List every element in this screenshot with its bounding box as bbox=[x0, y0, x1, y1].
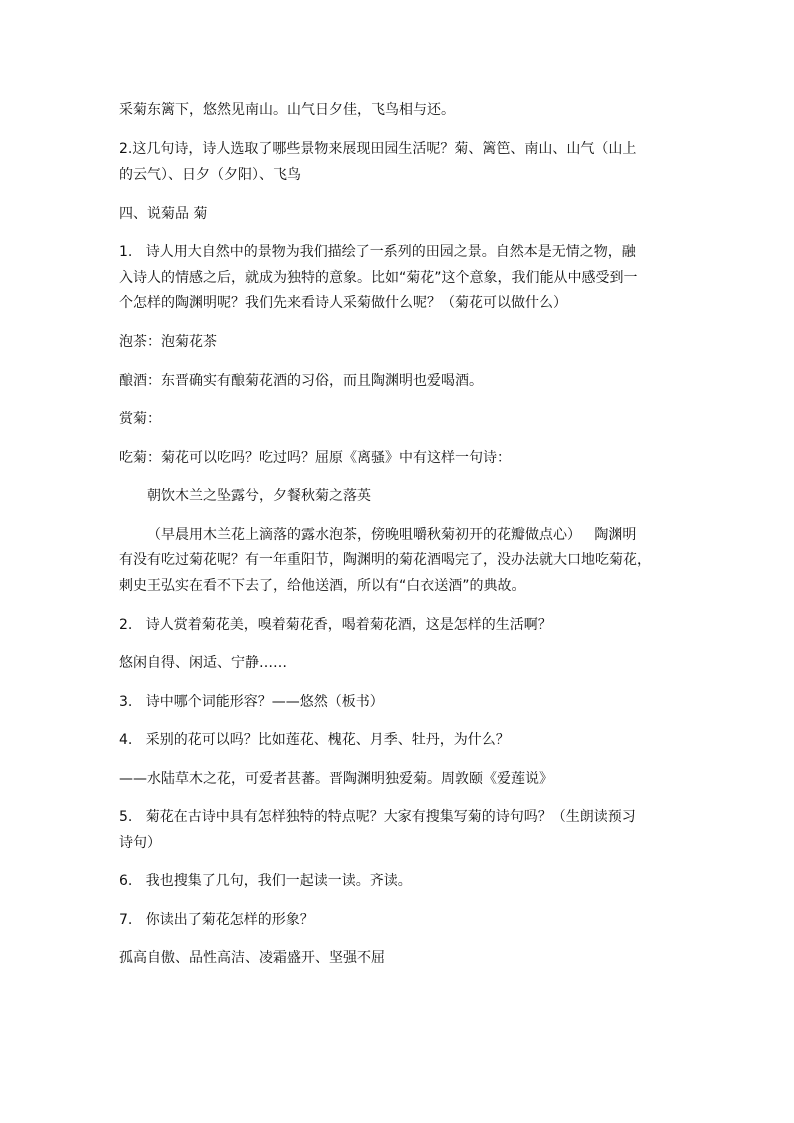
eat-line: 吃菊：菊花可以吃吗？吃过吗？屈原《离骚》中有这样一句诗： bbox=[119, 450, 511, 466]
poem-line: 采菊东篱下，悠然见南山。山气日夕佳，飞鸟相与还。 bbox=[119, 102, 455, 118]
explanation-line-3: 刺史王弘实在看不下去了，给他送酒，所以有“白衣送酒”的典故。 bbox=[119, 578, 526, 594]
tea-line: 泡茶：泡菊花茶 bbox=[119, 334, 217, 350]
question-7: 7. 你读出了菊花怎样的形象？ bbox=[119, 912, 314, 928]
wine-line: 酿酒：东晋确实有酿菊花酒的习俗，而且陶渊明也爱喝酒。 bbox=[119, 373, 483, 389]
answer-leisure: 悠闲自得、闲适、宁静…… bbox=[119, 655, 287, 671]
question-3: 3. 诗中哪个词能形容？——悠然（板书） bbox=[119, 694, 384, 710]
answer-ailianshuo: ——水陆草木之花，可爱者甚蕃。晋陶渊明独爱菊。周敦颐《爱莲说》 bbox=[119, 771, 553, 787]
question-2-line-1: 2.这几句诗，诗人选取了哪些景物来展现田园生活呢？菊、篱笆、南山、山气（山上 bbox=[119, 141, 637, 157]
question-4: 4. 采别的花可以吗？比如莲花、槐花、月季、牡丹，为什么？ bbox=[119, 732, 510, 748]
answer-image: 孤高自傲、品性高洁、凌霜盛开、坚强不屈 bbox=[119, 950, 385, 966]
lisao-quote: 朝饮木兰之坠露兮，夕餐秋菊之落英 bbox=[147, 488, 371, 504]
paragraph-1-line-3: 个怎样的陶渊明呢？我们先来看诗人采菊做什么呢？（菊花可以做什么） bbox=[119, 295, 567, 311]
appreciate-line: 赏菊： bbox=[119, 411, 161, 427]
section-heading: 四、说菊品 菊 bbox=[119, 206, 208, 222]
explanation-line-1: （早晨用木兰花上滴落的露水泡茶，傍晚咀嚼秋菊初开的花瓣做点心） 陶渊明 bbox=[147, 527, 637, 543]
paragraph-1-line-1: 1. 诗人用大自然中的景物为我们描绘了一系列的田园之景。自然本是无情之物，融 bbox=[119, 244, 636, 260]
question-2b: 2. 诗人赏着菊花美，嗅着菊花香，喝着菊花酒，这是怎样的生活啊？ bbox=[119, 617, 552, 633]
question-2-line-2: 的云气）、日夕（夕阳）、飞鸟 bbox=[119, 167, 301, 183]
question-5-line-1: 5. 菊花在古诗中具有怎样独特的特点呢？大家有搜集写菊的诗句吗？（生朗读预习 bbox=[119, 809, 636, 825]
question-6: 6. 我也搜集了几句，我们一起读一读。齐读。 bbox=[119, 873, 412, 889]
explanation-line-2: 有没有吃过菊花呢？有一年重阳节，陶渊明的菊花酒喝完了，没办法就大口地吃菊花， bbox=[119, 552, 651, 568]
paragraph-1-line-2: 入诗人的情感之后，就成为独特的意象。比如“菊花”这个意象，我们能从中感受到一 bbox=[119, 270, 638, 286]
question-5-line-2: 诗句） bbox=[119, 835, 161, 851]
